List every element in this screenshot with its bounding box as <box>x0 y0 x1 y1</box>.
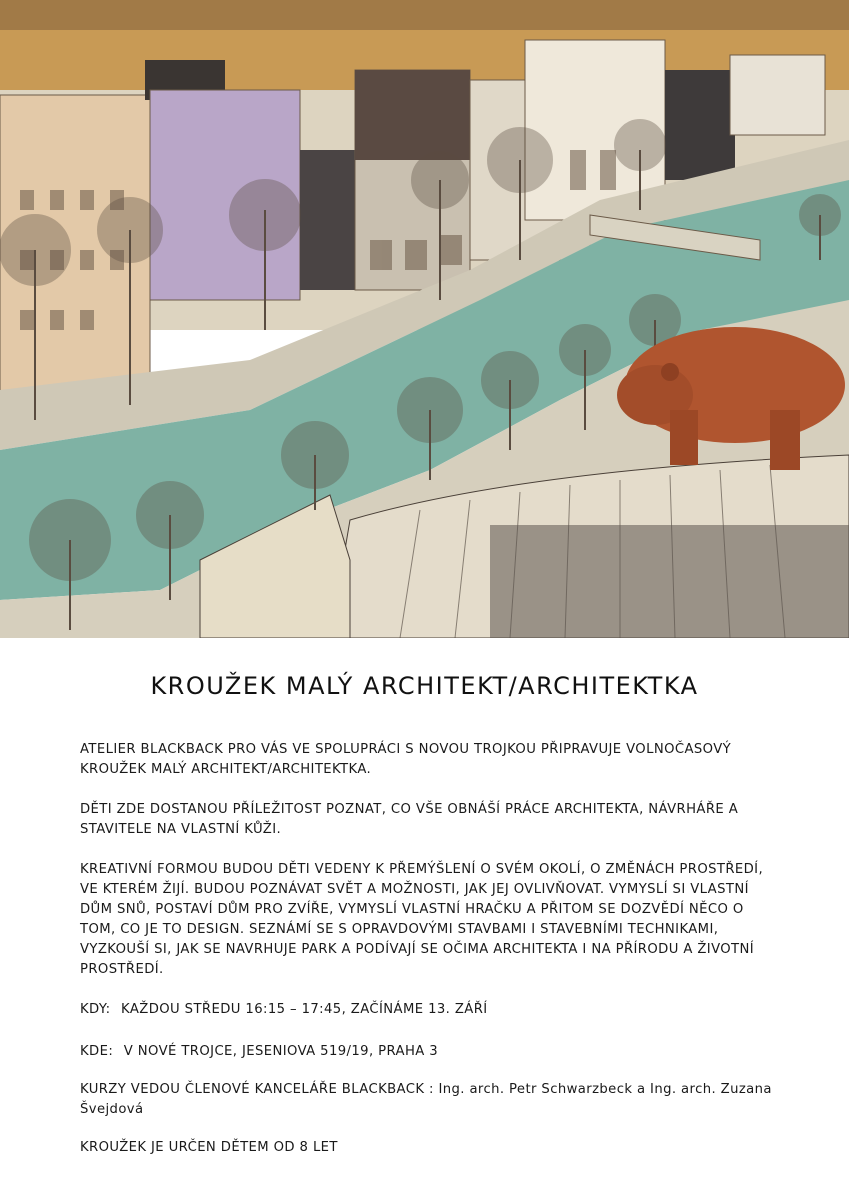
where-label: KDE: <box>80 1044 114 1059</box>
when-line <box>80 1000 780 1020</box>
creative-paragraph: KREATIVNÍ FORMOU BUDOU DĚTI VEDENY K PŘEMÝŠLENÍ O SVÉM OKOLÍ, O ZMĚNÁCH PROSTŘEDÍ, VE KTERÉM ŽIJÍ. BUDOU POZNÁVAT SVĚT A MOŽNOSTI, JAK JEJ OVLIVŇOVAT. VYMYSLÍ SI VLASTNÍ DŮM SNŮ, POSTAVÍ DŮM PRO ZVÍŘE, VYMYSLÍ VLASTNÍ HRAČKU A PŘITOM SE DOZVĚDÍ NĚCO O TOM, CO JE TO DESIGN. SEZNÁMÍ SE S OPRAVDOVÝMI STAVBAMI I STAVEBNÍMI TECHNIKAMI, VYZKOUŠÍ SI, JAK SE NAVRHUJE PARK A PODÍVAJÍ SE OČIMA ARCHITEKTA I NA PŘÍRODU A ŽIVOTNÍ PROSTŘEDÍ. <box>80 862 764 977</box>
instructors-label: KURZY VEDOU ČLENOVÉ KANCELÁŘE BLACKBACK : <box>80 1082 434 1097</box>
where-line <box>80 1042 780 1062</box>
when-label: KDY: <box>80 1002 111 1017</box>
page-title: KROUŽEK MALÝ ARCHITEKT/ARCHITEKTKA <box>150 672 699 700</box>
flyer-content <box>80 740 780 1178</box>
instructors-line <box>80 1080 780 1120</box>
intro-paragraph: ATELIER BLACKBACK PRO VÁS VE SPOLUPRÁCI S NOVOU TROJKOU PŘIPRAVUJE VOLNOČASOVÝ KROUŽEK MALÝ ARCHITEKT/ARCHITEKTKA. <box>80 742 732 777</box>
instructors-names: Ing. arch. Petr Schwarzbeck a Ing. arch. Zuzana Švejdová <box>80 1082 772 1117</box>
children-paragraph: DĚTI ZDE DOSTANOU PŘÍLEŽITOST POZNAT, CO VŠE OBNÁŠÍ PRÁCE ARCHITEKTA, NÁVRHÁŘE A STAVITELE NA VLASTNÍ KŮŽI. <box>80 802 739 837</box>
age-line: KROUŽEK JE URČEN DĚTEM OD 8 LET <box>80 1140 338 1155</box>
where-value: V NOVÉ TROJCE, JESENIOVA 519/19, PRAHA 3 <box>123 1044 439 1059</box>
when-value: KAŽDOU STŘEDU 16:15 – 17:45, ZAČÍNÁME 13. ZÁŘÍ <box>121 1002 488 1017</box>
